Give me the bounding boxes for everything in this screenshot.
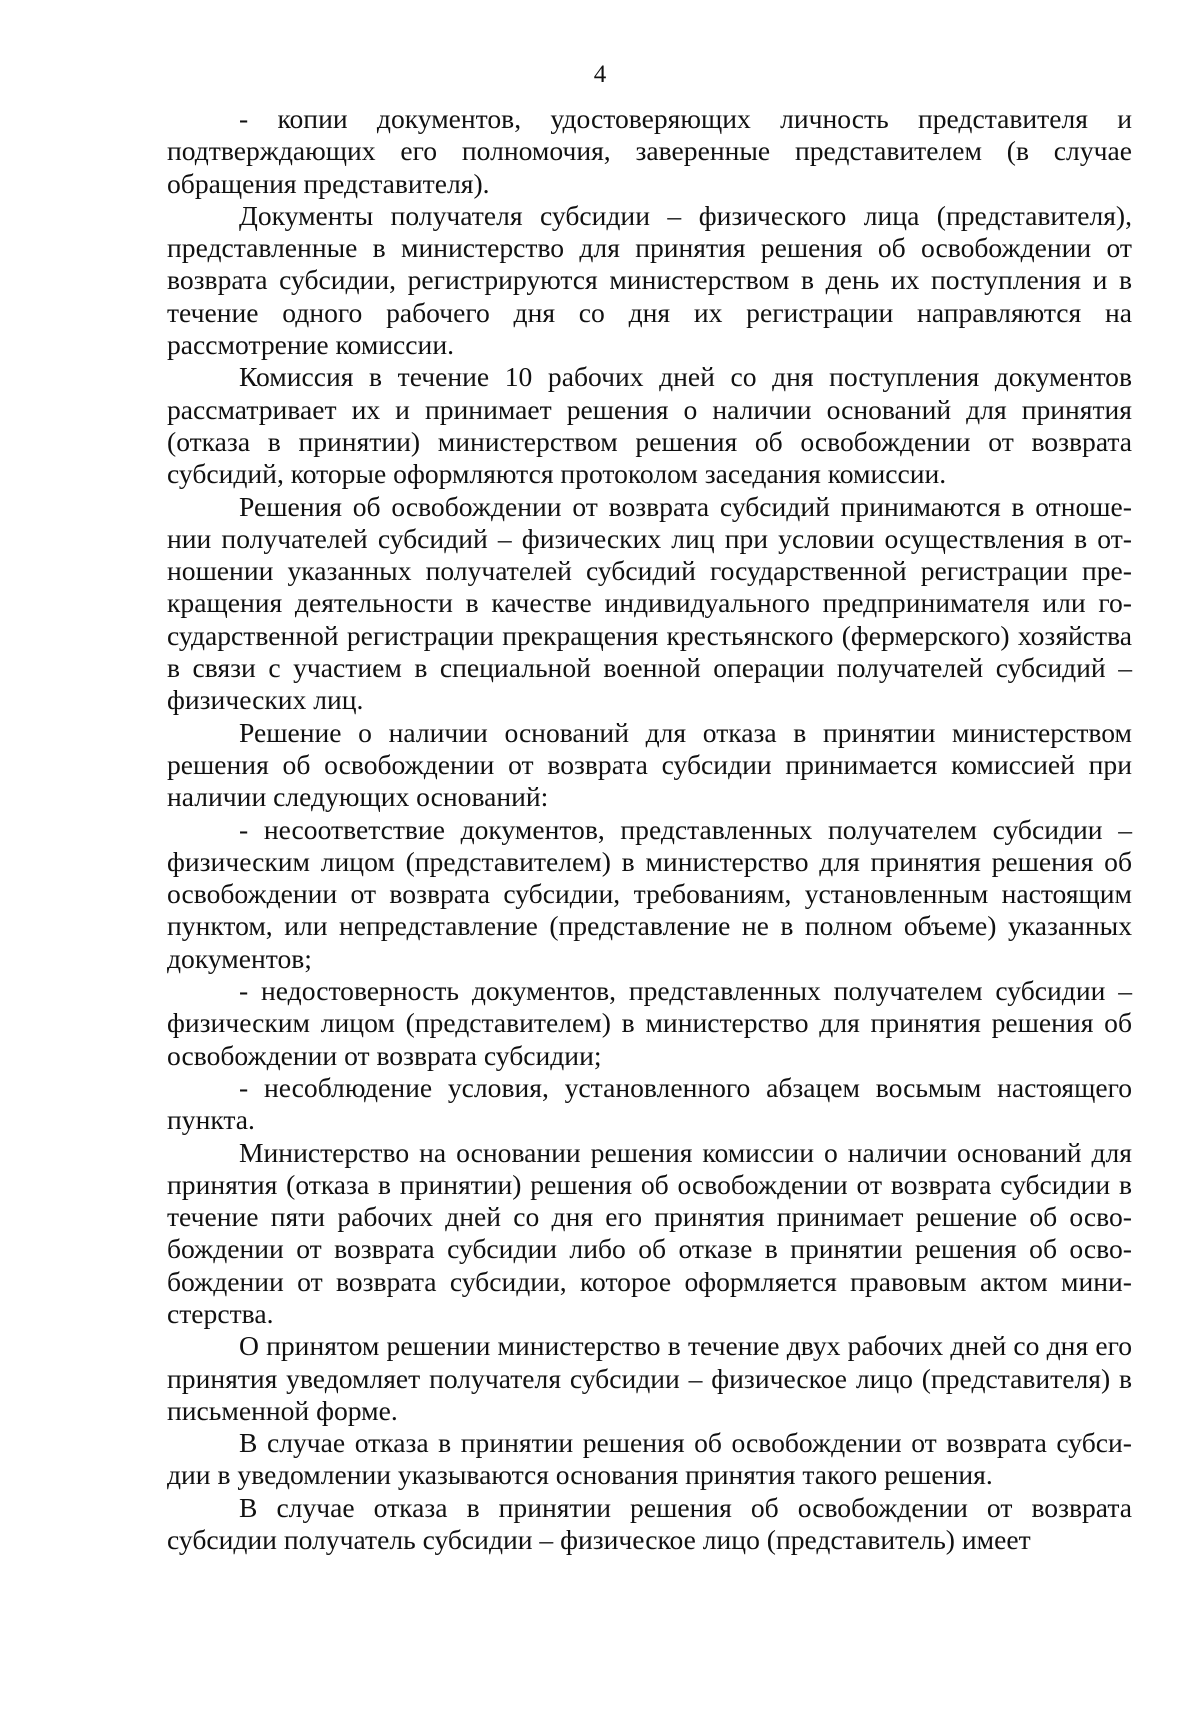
- document-body: [167, 103, 1132, 1556]
- page-number: 4: [593, 61, 607, 88]
- list-item-nonconformity: - несоответствие документов, представленных получателем субсидии – физическим лицом (представителем) в министерство для принятия решения об освобождении от возврата субсидии, требованиям, установленным настоящим пунктом, или непредставление (представление не в полном объеме) указанных документов;: [167, 813, 1132, 974]
- list-item-noncompliance: - несоблюдение условия, установленного абзацем восьмым настоящего пункта.: [167, 1071, 1132, 1136]
- paragraph-notification: О принятом решении министерство в течение двух рабочих дней со дня его принятия уведомляет получателя субсидии – физическое лицо (представителя) в письменной форме.: [167, 1330, 1132, 1426]
- paragraph-refusal-notice: В случае отказа в принятии решения об освобождении от возврата субсидии в уведомлении указываются основания принятия такого решения.: [167, 1427, 1132, 1491]
- paragraph-commission-review: Комиссия в течение 10 рабочих дней со дня поступления документов рассматривает их и принимает решения о наличии оснований для принятия (отказа в принятии) министерством решения об освобождении от возврата субсидий, которые оформляются протоколом заседания комиссии.: [167, 361, 1132, 490]
- paragraph-copies-of-documents: - копии документов, удостоверяющих личность представителя и подтверждающих его полномочия, заверенные представителем (в случае обращения представителя).: [167, 103, 1132, 199]
- paragraph-exemption-conditions: Решения об освобождении от возврата субсидий принимаются в отношении получателей субсидий – физических лиц при условии осуществления в отношении указанных получателей субсидий государственной регистрации прекращения деятельности в качестве индивидуального предпринимателя или государственной регистрации прекращения крестьянского (фермерского) хозяйства в связи с участием в специальной военной операции получателей субсидий – физических лиц.: [167, 490, 1132, 716]
- paragraph-ministry-decision: Министерство на основании решения комиссии о наличии оснований для принятия (отказа в принятии) решения об освобождении от возврата субсидии в течение пяти рабочих дней со дня его принятия принимает решение об освобождении от возврата субсидии либо об отказе в принятии решения об освобождении от возврата субсидии, которое оформляется правовым актом министерства.: [167, 1136, 1132, 1329]
- paragraph-refusal-grounds-intro: Решение о наличии оснований для отказа в принятии министерством решения об освобождении от возврата субсидии принимается комиссией при наличии следующих оснований:: [167, 716, 1132, 813]
- paragraph-refusal-rights: В случае отказа в принятии решения об освобождении от возврата субсидии получатель субсидии – физическое лицо (представитель) имеет: [167, 1491, 1132, 1556]
- paragraph-documents-registration: Документы получателя субсидии – физического лица (представителя), представленные в министерство для принятия решения об освобождении от возврата субсидии, регистрируются министерством в день их поступления и в течение одного рабочего дня со дня их регистрации направляются на рассмотрение комиссии.: [167, 199, 1132, 361]
- list-item-unreliability: - недостоверность документов, представленных получателем субсидии – физическим лицом (представителем) в министерство для принятия решения об освобождении от возврата субсидии;: [167, 975, 1132, 1071]
